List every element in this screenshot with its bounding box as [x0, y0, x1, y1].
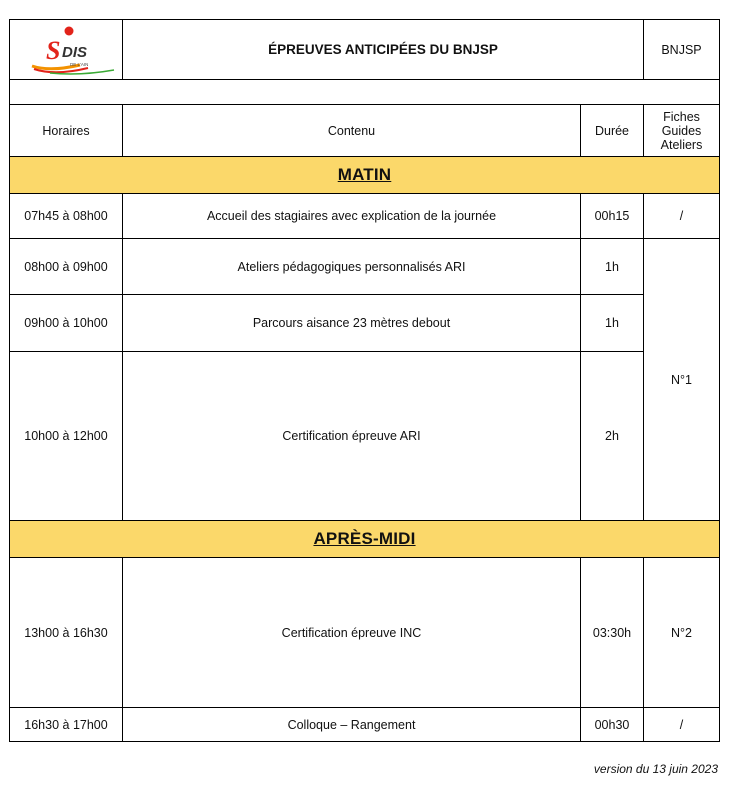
logo-cell	[10, 20, 123, 80]
spacer-row	[10, 80, 720, 105]
fiches-line3: Ateliers	[660, 137, 703, 152]
section-title-matin: MATIN	[10, 157, 720, 194]
fiches-line2: Guides	[661, 123, 702, 138]
sdis-logo	[10, 20, 123, 79]
table-row	[10, 239, 720, 295]
row-duree: 00h15	[581, 194, 644, 239]
row-duree: 2h	[581, 352, 644, 521]
table-row	[10, 352, 720, 521]
row-contenu: Parcours aisance 23 mètres debout	[123, 295, 581, 352]
logo-s: S	[46, 36, 61, 65]
col-header-horaires: Horaires	[10, 105, 123, 157]
fiches-line1: Fiches	[663, 109, 700, 124]
col-header-fiches	[644, 105, 720, 157]
logo-dot-icon	[65, 27, 74, 36]
header-row	[10, 20, 720, 80]
row-contenu: Certification épreuve INC	[123, 558, 581, 708]
table-row	[10, 558, 720, 708]
document-code: BNJSP	[644, 20, 720, 80]
row-fiche: N°2	[644, 558, 720, 708]
section-row-apres-midi	[10, 521, 720, 558]
row-horaire: 09h00 à 10h00	[10, 295, 123, 352]
document-title: ÉPREUVES ANTICIPÉES DU BNJSP	[123, 20, 644, 80]
row-duree: 1h	[581, 295, 644, 352]
row-duree: 1h	[581, 239, 644, 295]
row-horaire: 08h00 à 09h00	[10, 239, 123, 295]
spacer-cell	[10, 80, 720, 105]
logo-subtext: DE L'AIN	[70, 62, 89, 67]
row-horaire: 07h45 à 08h00	[10, 194, 123, 239]
row-fiche: /	[644, 194, 720, 239]
row-contenu: Colloque – Rangement	[123, 708, 581, 742]
col-header-contenu: Contenu	[123, 105, 581, 157]
row-fiche: /	[644, 708, 720, 742]
schedule-table	[9, 19, 720, 742]
table-row	[10, 194, 720, 239]
row-duree: 03:30h	[581, 558, 644, 708]
col-header-duree: Durée	[581, 105, 644, 157]
row-contenu: Ateliers pédagogiques personnalisés ARI	[123, 239, 581, 295]
row-duree: 00h30	[581, 708, 644, 742]
row-horaire: 13h00 à 16h30	[10, 558, 123, 708]
section-row-matin	[10, 157, 720, 194]
version-note: version du 13 juin 2023	[593, 762, 718, 776]
row-contenu: Certification épreuve ARI	[123, 352, 581, 521]
row-horaire: 16h30 à 17h00	[10, 708, 123, 742]
table-row	[10, 708, 720, 742]
row-contenu: Accueil des stagiaires avec explication de la journée	[123, 194, 581, 239]
row-horaire: 10h00 à 12h00	[10, 352, 123, 521]
table-row	[10, 295, 720, 352]
row-fiche-merged: N°1	[644, 239, 720, 521]
column-header-row	[10, 105, 720, 157]
logo-text: DIS	[62, 44, 88, 61]
section-title-apres-midi: APRÈS-MIDI	[10, 521, 720, 558]
